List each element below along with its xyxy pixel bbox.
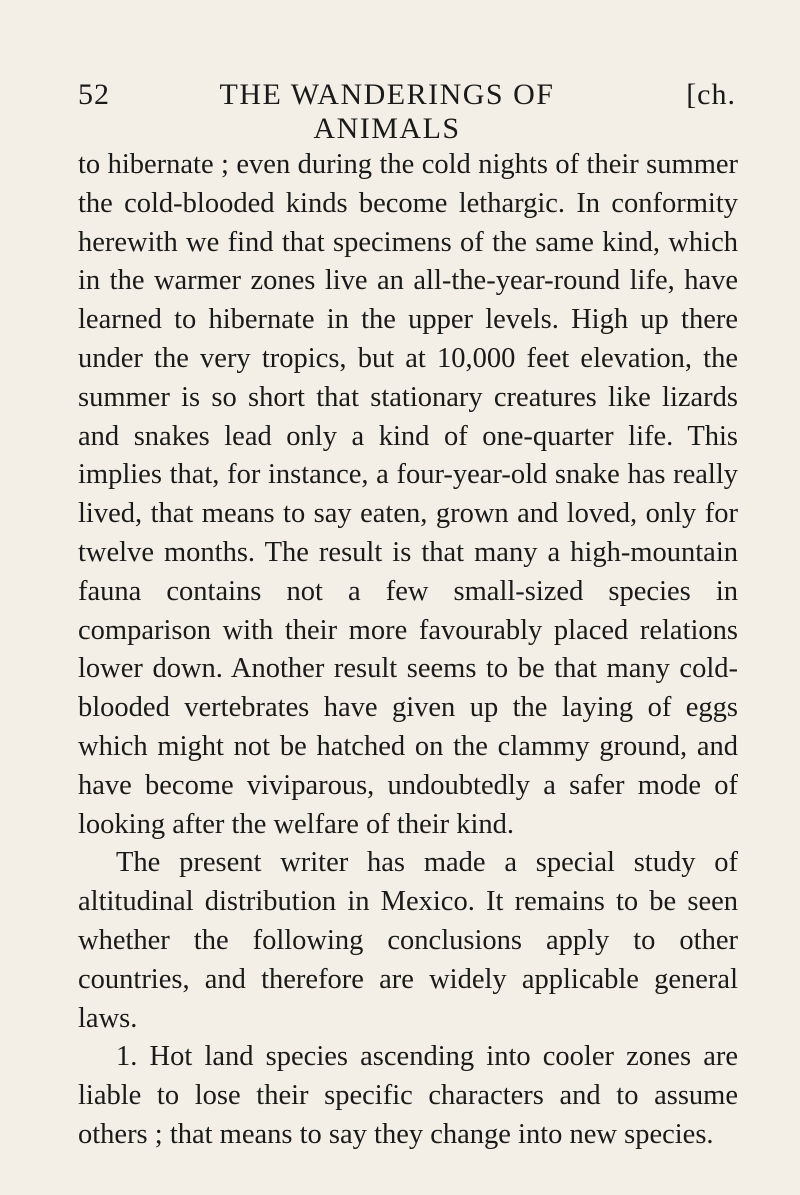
chapter-marker: [ch. [686, 78, 736, 111]
page-number: 52 [78, 78, 110, 111]
paragraph-conclusion-1: 1. Hot land species ascending into cooler zones are liable to lose their specific characters and to assume others ; that means to say they change into new species. [78, 1041, 738, 1150]
paragraph-altitudinal-study: The present writer has made a special study of altitudinal distribution in Mexico. It remains to be seen whether the following conclusions apply to other countries, and therefore are widely applicable general laws. [78, 847, 738, 1034]
running-head [78, 78, 736, 145]
paragraph-continuation: to hibernate ; even during the cold nights of their summer the cold-blooded kinds become lethargic. In conformity herewith we find that specimens of the same kind, which in the warmer zones live an all-the-year-round life, have learned to hibernate in the upper levels. High up there under the very tropics, but at 10,000 feet elevation, the summer is so short that stationary creatures like lizards and snakes lead only a kind of one-quarter life. This implies that, for instance, a four-year-old snake has really lived, that means to say eaten, grown and loved, only for twelve months. The result is that many a high-mountain fauna contains not a few small-sized species in comparison with their more favourably placed relations lower down. Another result seems to be that many cold-blooded vertebrates have given up the laying of eggs which might not be hatched on the clammy ground, and have become viviparous, undoubtedly a safer mode of looking after the welfare of their kind. [78, 149, 738, 840]
body-text [78, 146, 738, 1155]
running-head-title: THE WANDERINGS OF ANIMALS [219, 78, 555, 145]
